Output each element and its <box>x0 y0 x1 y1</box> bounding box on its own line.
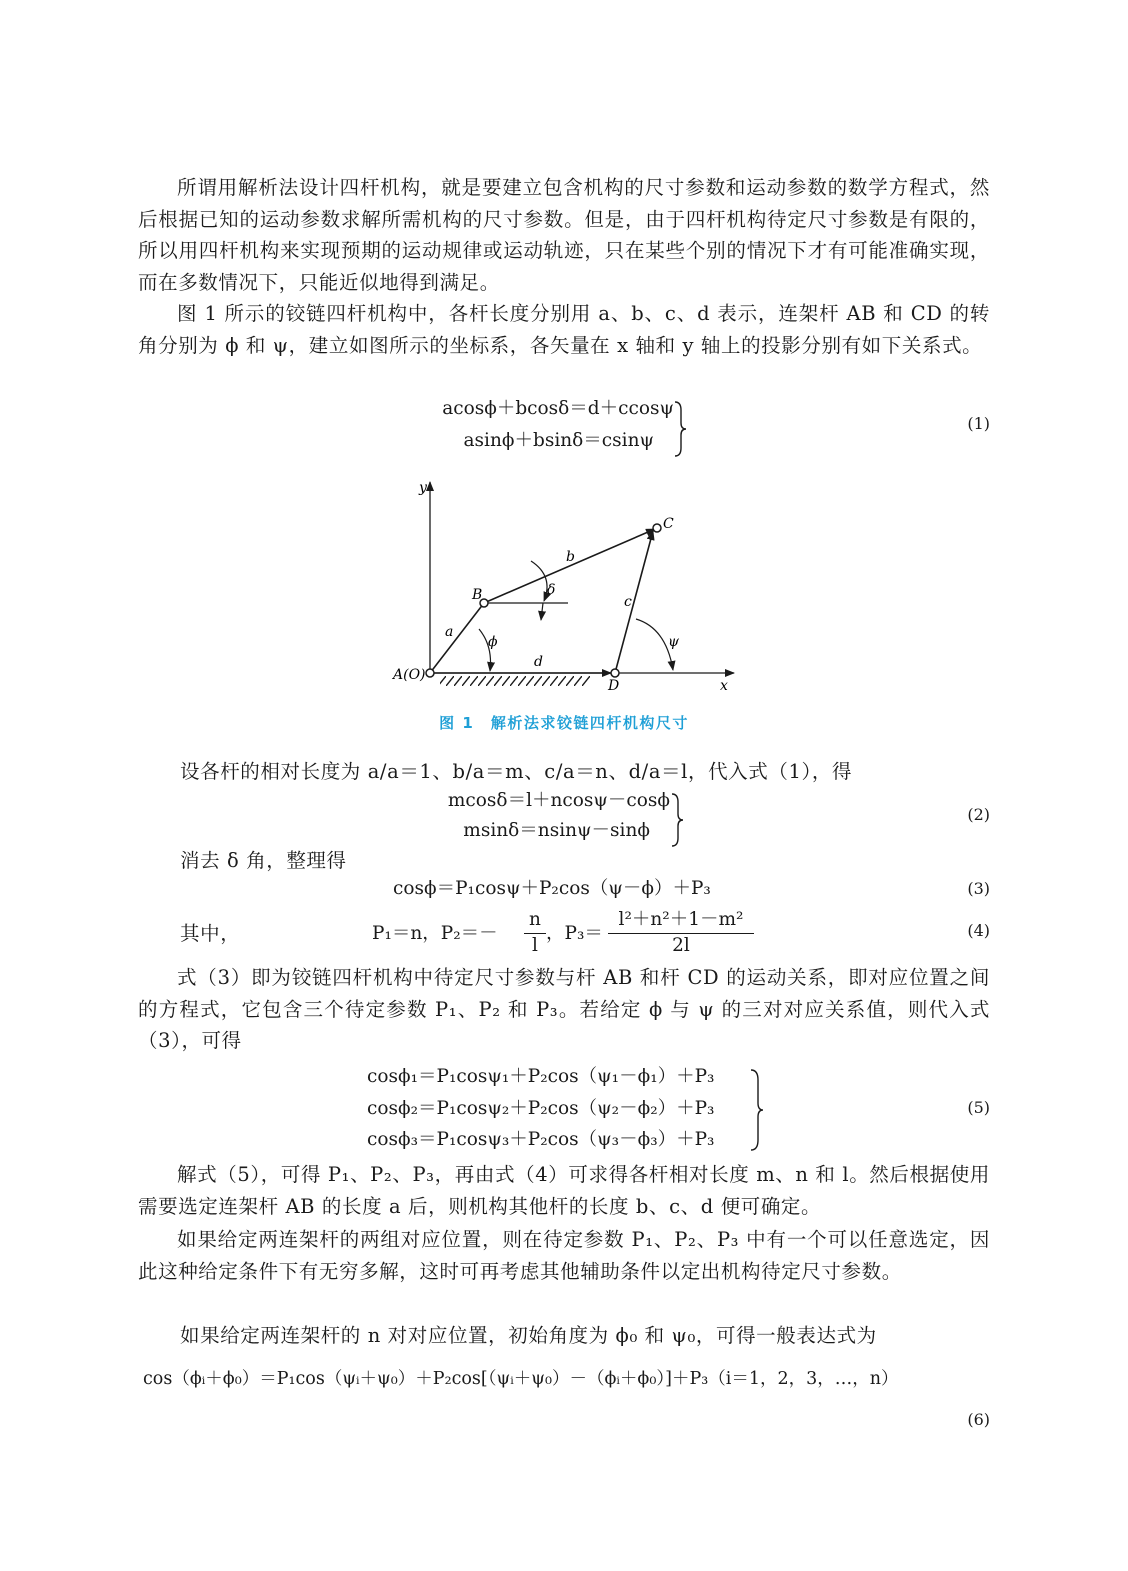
equation-5-brace <box>749 1068 765 1152</box>
paragraph-figure-description: 图 1 所示的铰链四杆机构中，各杆长度分别用 a、b、c、d 表示，连架杆 AB 和 CD 的转角分别为 ϕ 和 ψ，建立如图所示的坐标系，各矢量在 x 轴和 y 轴上的投影分别有如下关系式。 <box>138 302 990 357</box>
equation-4-fraction-1-denominator: l <box>532 935 538 956</box>
label-link-d: d <box>534 654 543 670</box>
paragraph-intro: 所谓用解析法设计四杆机构，就是要建立包含机构的尺寸参数和运动参数的数学方程式，然后根据已知的运动参数求解所需机构的尺寸参数。但是，由于四杆机构待定尺寸参数是有限的，所以用四杆机构来实现预期的运动规律或运动轨迹，只在某些个别的情况下才有可能准确实现，而在多数情况下，只能近似地得到满足。 <box>138 176 990 294</box>
label-angle-psi: ψ <box>668 634 679 650</box>
equation-4-fraction-2 <box>608 908 754 958</box>
equation-4-fraction-2-numerator: l²＋n²＋1－m² <box>608 908 754 934</box>
equation-1-line-1: acosϕ＋bcosδ＝d＋ccosψ <box>442 398 674 419</box>
equation-5-line-3: cosϕ₃＝P₁cosψ₃＋P₂cos（ψ₃－ϕ₃）＋P₃ <box>367 1129 715 1150</box>
equation-5-line-1: cosϕ₁＝P₁cosψ₁＋P₂cos（ψ₁－ϕ₁）＋P₃ <box>367 1066 715 1087</box>
equation-4-number: (4) <box>967 921 990 940</box>
label-link-b: b <box>566 549 575 565</box>
link-a <box>430 603 484 673</box>
link-b <box>484 529 655 603</box>
label-point-c: C <box>663 516 674 532</box>
equation-4-part-2: ，P₃＝ <box>546 923 603 944</box>
joint-a <box>426 669 434 677</box>
equation-4-fraction-2-denominator: 2l <box>672 935 690 956</box>
figure-caption: 图 1 解析法求铰链四杆机构尺寸 <box>439 714 689 732</box>
joint-d <box>611 669 619 677</box>
equation-5-line-2: cosϕ₂＝P₁cosψ₂＋P₂cos（ψ₂－ϕ₂）＋P₃ <box>367 1098 715 1119</box>
equation-2-line-2: msinδ＝nsinψ－sinϕ <box>463 820 650 841</box>
label-link-a: a <box>445 624 454 640</box>
paragraph-solve-equation-5: 解式（5），可得 P₁、P₂、P₃，再由式（4）可求得各杆相对长度 m、n 和 l。然后根据使用需要选定连架杆 AB 的长度 a 后，则机构其他杆的长度 b、c、d 便可确定。 <box>138 1163 990 1218</box>
equation-6-number: (6) <box>967 1410 990 1429</box>
equation-2-number: (2) <box>967 805 990 824</box>
joint-c <box>653 524 661 532</box>
label-point-a: A(O) <box>393 667 426 683</box>
four-bar-linkage-diagram <box>390 476 750 702</box>
label-point-d: D <box>608 678 620 694</box>
equation-1-number: (1) <box>967 414 990 433</box>
equation-1-line-2: asinϕ＋bsinδ＝csinψ <box>463 430 654 451</box>
equation-3-number: (3) <box>967 879 990 898</box>
paragraph-relative-lengths: 设各杆的相对长度为 a/a＝1、b/a＝m、c/a＝n、d/a＝l，代入式（1），得 <box>180 760 853 783</box>
equation-2-line-1: mcosδ＝l＋ncosψ－cosϕ <box>447 790 670 811</box>
angle-delta-arc-lower <box>541 603 543 620</box>
equation-1-brace <box>673 400 687 458</box>
equation-5-number: (5) <box>967 1098 990 1117</box>
label-x: x <box>720 678 728 694</box>
equation-4-fraction-1-numerator: n <box>524 908 546 934</box>
paragraph-eliminate-delta: 消去 δ 角，整理得 <box>180 849 347 872</box>
equation-3: cosϕ＝P₁cosψ＋P₂cos（ψ－ϕ）＋P₃ <box>393 878 711 899</box>
link-c <box>615 531 653 673</box>
label-where: 其中， <box>180 922 241 945</box>
paragraph-equation-3-meaning: 式（3）即为铰链四杆机构中待定尺寸参数与杆 AB 和杆 CD 的运动关系，即对应位置之间的方程式，它包含三个待定参数 P₁、P₂ 和 P₃。若给定 ϕ 与 ψ 的三对对应关系值，则代入式（3），可得 <box>138 966 990 1052</box>
label-link-c: c <box>624 594 632 610</box>
label-y: y <box>419 480 427 496</box>
label-angle-phi: ϕ <box>488 634 498 650</box>
label-point-b: B <box>472 587 483 603</box>
equation-6: cos（ϕᵢ＋ϕ₀）＝P₁cos（ψᵢ＋ψ₀）＋P₂cos[（ψᵢ＋ψ₀）－（ϕᵢ＋ϕ₀）]＋P₃（i＝1，2，3，…，n） <box>143 1369 899 1389</box>
equation-2-brace <box>670 792 684 848</box>
paragraph-two-positions: 如果给定两连架杆的两组对应位置，则在待定参数 P₁、P₂、P₃ 中有一个可以任意选定，因此这种给定条件下有无穷多解，这时可再考虑其他辅助条件以定出机构待定尺寸参数。 <box>138 1228 990 1283</box>
equation-4-part-1: P₁＝n，P₂＝－ <box>372 923 498 944</box>
ground-hatching <box>440 676 590 686</box>
equation-4-fraction-1 <box>524 908 546 958</box>
label-angle-delta: δ <box>547 582 556 598</box>
paragraph-n-positions: 如果给定两连架杆的 n 对对应位置，初始角度为 ϕ₀ 和 ψ₀，可得一般表达式为 <box>180 1324 877 1347</box>
